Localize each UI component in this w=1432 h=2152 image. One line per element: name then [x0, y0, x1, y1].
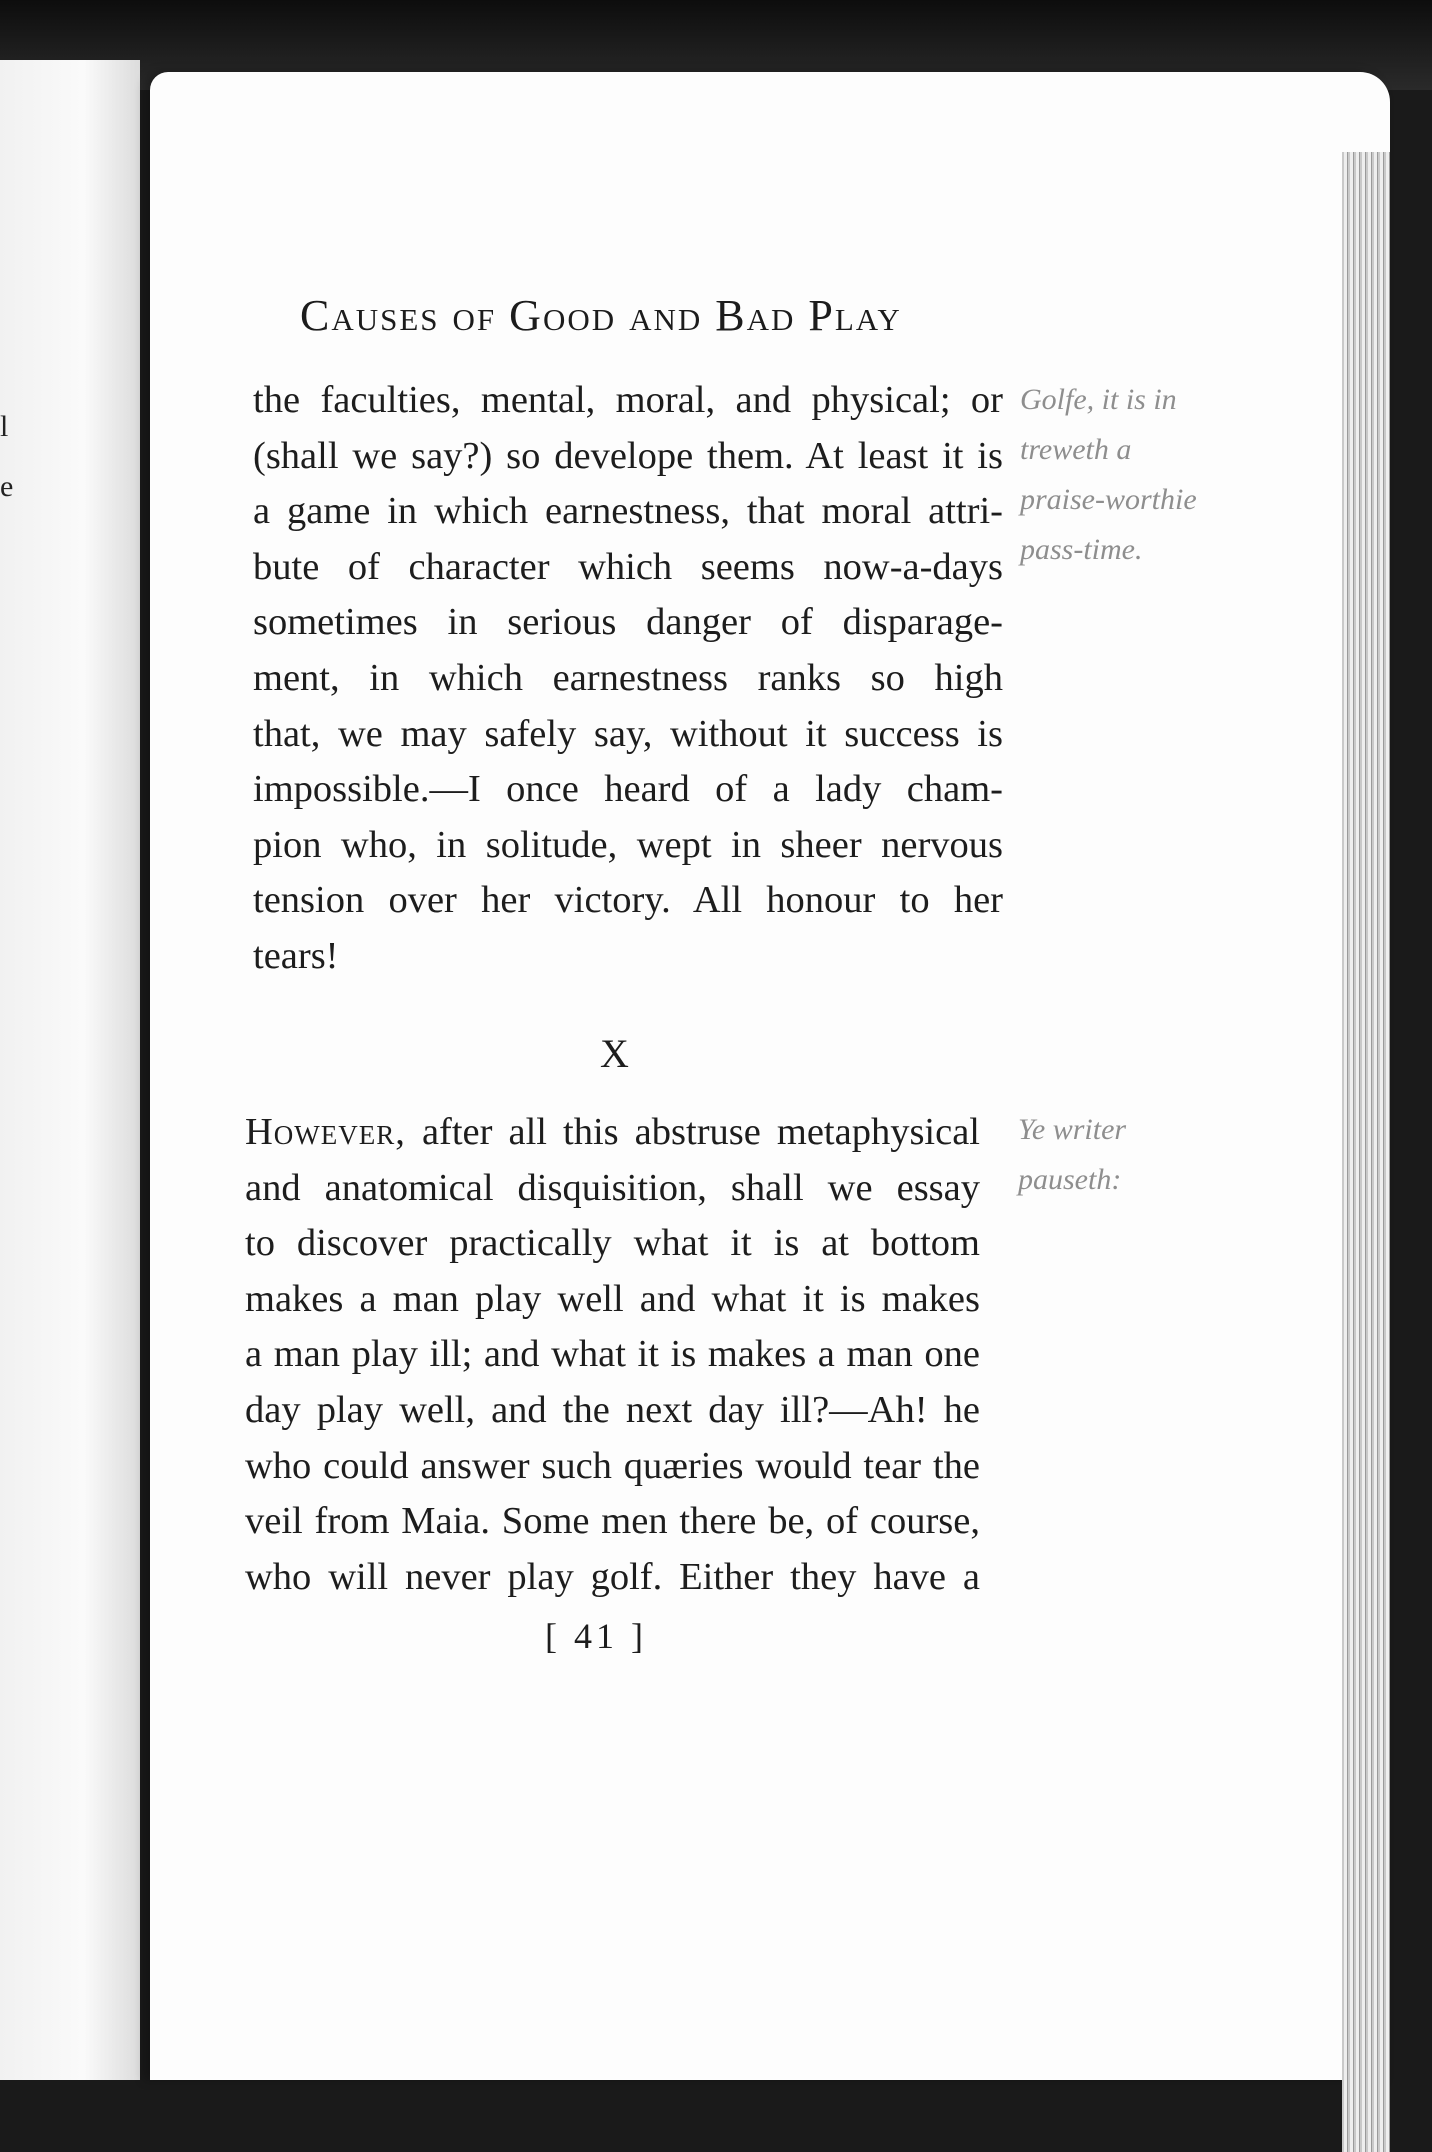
- first-line-rest: after all this abstruse metaphysical: [405, 1111, 980, 1153]
- margin-note-line: Golfe, it is in: [1020, 383, 1177, 416]
- margin-note-line: treweth a: [1020, 433, 1132, 466]
- text-line: a game in which earnestness, that moral attri-: [253, 490, 1003, 533]
- drop-word: However,: [245, 1111, 406, 1153]
- text-line: pion who, in solitude, wept in sheer nervous: [253, 823, 1003, 866]
- previous-page-edge: [0, 60, 140, 2080]
- text-line: tension over her victory. All honour to her: [253, 879, 1003, 922]
- margin-note-line: pass-time.: [1020, 533, 1143, 566]
- text-line: impossible.—I once heard of a lady cham-: [253, 768, 1003, 811]
- text-line: bute of character which seems now-a-days: [253, 545, 1003, 588]
- prev-page-fragment: l: [0, 410, 9, 443]
- page-number: [ 41 ]: [545, 1616, 647, 1656]
- text-line: ment, in which earnestness ranks so high: [253, 656, 1003, 699]
- margin-note-line: pauseth:: [1018, 1163, 1122, 1196]
- text-line: to discover practically what it is at bottom: [245, 1222, 980, 1265]
- text-line: tears!: [253, 934, 339, 977]
- text-line: who could answer such quæries would tear the: [245, 1444, 980, 1487]
- text-line: day play well, and the next day ill?—Ah! he: [245, 1388, 980, 1431]
- margin-note-line: praise-worthie: [1020, 483, 1197, 516]
- text-line: and anatomical disquisition, shall we essay: [245, 1166, 980, 1209]
- text-line: a man play ill; and what it is makes a man one: [245, 1333, 980, 1376]
- text-line: [245, 1105, 980, 1161]
- paragraph-1: [253, 373, 1003, 985]
- margin-note-1: [1020, 375, 1250, 575]
- text-line: makes a man play well and what it is makes: [245, 1277, 980, 1320]
- text-line: sometimes in serious danger of disparage-: [253, 601, 1003, 644]
- section-number: X: [600, 1031, 629, 1076]
- paragraph-2: [245, 1105, 980, 1605]
- page-edges: [1342, 152, 1390, 2152]
- text-line: the faculties, mental, moral, and physical; or: [253, 379, 1003, 421]
- margin-note-2: [1018, 1105, 1248, 1205]
- text-line: (shall we say?) so develope them. At least it is: [253, 434, 1003, 477]
- running-header: Causes of Good and Bad Play: [300, 291, 902, 340]
- margin-note-line: Ye writer: [1018, 1113, 1127, 1146]
- text-line: who will never play golf. Either they have a: [245, 1555, 980, 1598]
- prev-page-fragment: e: [0, 470, 14, 503]
- text-line: that, we may safely say, without it success is: [253, 712, 1003, 755]
- text-line: veil from Maia. Some men there be, of course,: [245, 1500, 980, 1543]
